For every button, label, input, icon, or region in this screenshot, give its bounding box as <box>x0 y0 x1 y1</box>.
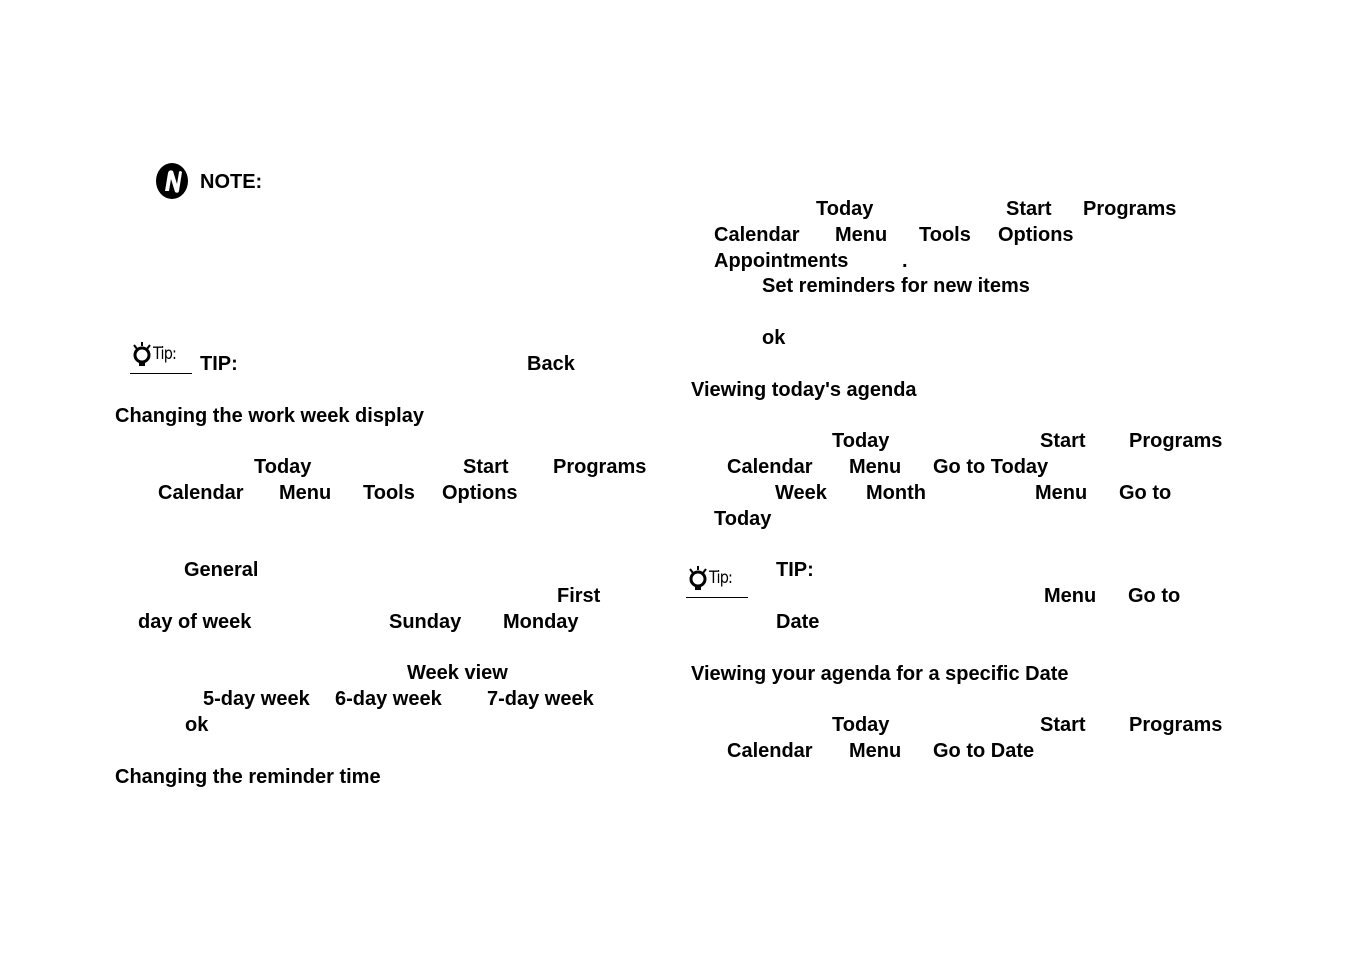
tip-label-right: TIP: <box>776 559 814 581</box>
tip-go-to: Go to <box>1128 585 1181 607</box>
r2-today: Today <box>832 430 890 452</box>
r1-period: . <box>902 250 908 272</box>
r3-start: Start <box>1040 714 1086 736</box>
r1-start: Start <box>1006 198 1052 220</box>
note-icon <box>155 162 189 200</box>
r1-calendar: Calendar <box>714 224 800 246</box>
bulb-icon <box>687 565 709 595</box>
r2-programs: Programs <box>1129 430 1223 452</box>
first-label: First <box>557 585 601 607</box>
six-day-option: 6-day week <box>335 688 442 710</box>
note-label: NOTE: <box>200 171 263 193</box>
tip-menu: Menu <box>1044 585 1097 607</box>
tip-icon-word: Tip: <box>709 568 733 588</box>
day-of-week-label: day of week <box>138 611 252 633</box>
tip-date: Date <box>776 611 820 633</box>
r3-calendar: Calendar <box>727 740 813 762</box>
tip-back: Back <box>527 353 575 375</box>
r3-menu: Menu <box>849 740 902 762</box>
r3-programs: Programs <box>1129 714 1223 736</box>
seven-day-option: 7-day week <box>487 688 594 710</box>
five-day-option: 5-day week <box>203 688 310 710</box>
tip-label: TIP: <box>200 353 238 375</box>
r2-go-to-today: Go to Today <box>933 456 1049 478</box>
r2-start: Start <box>1040 430 1086 452</box>
path-start: Start <box>463 456 509 478</box>
r1-tools: Tools <box>919 224 971 246</box>
general-tab: General <box>184 559 259 581</box>
r1-options: Options <box>998 224 1074 246</box>
week-view-label: Week view <box>407 662 508 684</box>
heading-work-week: Changing the work week display <box>115 405 424 427</box>
path-options: Options <box>442 482 518 504</box>
r2-today2: Today <box>714 508 772 530</box>
path-programs: Programs <box>553 456 647 478</box>
r3-today: Today <box>832 714 890 736</box>
monday-option: Monday <box>503 611 579 633</box>
r1-ok: ok <box>762 327 786 349</box>
r1-appointments: Appointments <box>714 250 849 272</box>
r2-calendar: Calendar <box>727 456 813 478</box>
tip-rule <box>130 373 192 374</box>
tip-rule <box>686 597 748 598</box>
tip-icon-right <box>686 560 750 598</box>
r2-menu2: Menu <box>1035 482 1088 504</box>
path-today: Today <box>254 456 312 478</box>
r1-menu: Menu <box>835 224 888 246</box>
path-menu: Menu <box>279 482 332 504</box>
heading-today-agenda: Viewing today's agenda <box>691 379 917 401</box>
path-tools: Tools <box>363 482 415 504</box>
heading-specific-date: Viewing your agenda for a specific Date <box>691 663 1069 685</box>
r2-menu: Menu <box>849 456 902 478</box>
sunday-option: Sunday <box>389 611 462 633</box>
bulb-icon <box>131 341 153 371</box>
tip-icon-word: Tip: <box>153 344 177 364</box>
heading-reminder: Changing the reminder time <box>115 766 381 788</box>
r3-go-to-date: Go to Date <box>933 740 1035 762</box>
r2-month: Month <box>866 482 926 504</box>
ok-label: ok <box>185 714 209 736</box>
tip-icon <box>130 336 194 374</box>
path-calendar: Calendar <box>158 482 244 504</box>
r2-week: Week <box>775 482 827 504</box>
r1-set-reminders: Set reminders for new items <box>762 275 1030 297</box>
r2-go-to: Go to <box>1119 482 1172 504</box>
r1-today: Today <box>816 198 874 220</box>
r1-programs: Programs <box>1083 198 1177 220</box>
